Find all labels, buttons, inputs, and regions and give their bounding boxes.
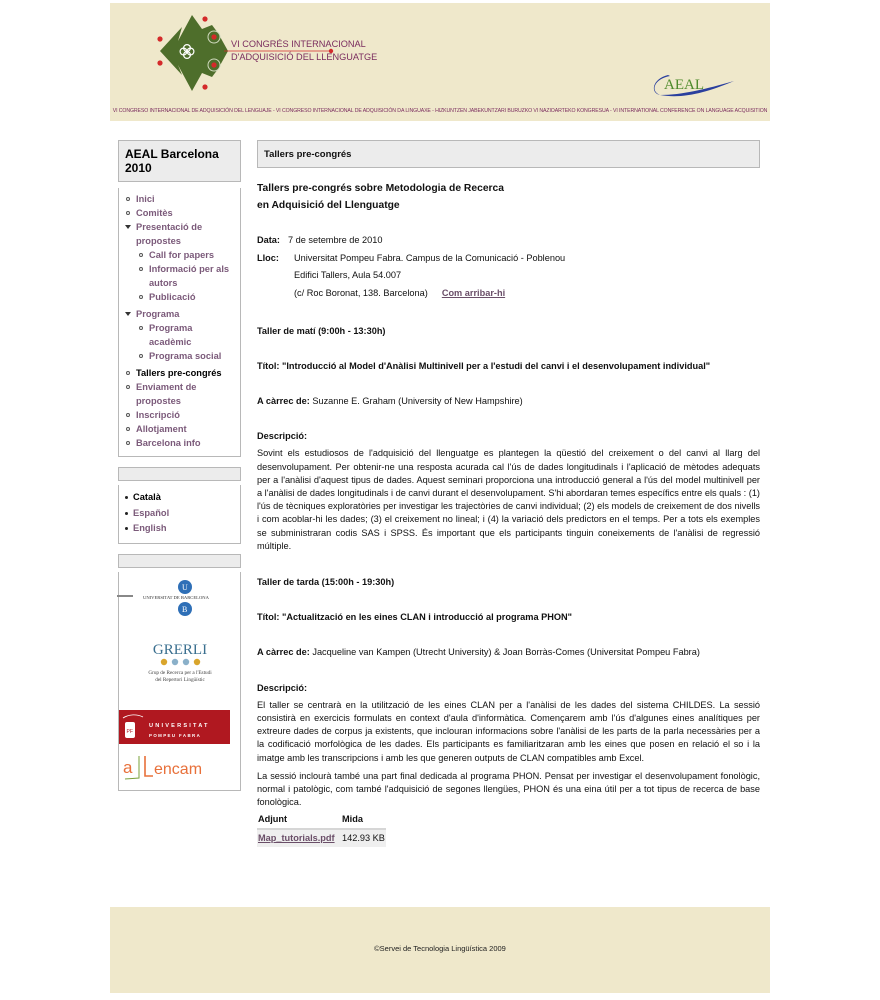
upf-logo[interactable]: [119, 710, 230, 744]
allencam-text: encam: [154, 760, 203, 778]
congress-title-line1: VI CONGRÉS INTERNACIONAL: [231, 39, 366, 49]
circle-bullet-icon: [139, 267, 143, 271]
morning-heading: Taller de matí (9:00h - 13:30h): [257, 325, 386, 336]
nav-link[interactable]: Presentació de propostes: [136, 222, 203, 246]
language-label[interactable]: Català: [133, 492, 161, 502]
nav-link[interactable]: Comitès: [136, 208, 173, 218]
nav-item-allotjament[interactable]: [123, 422, 236, 436]
nav-link[interactable]: Programa: [136, 309, 180, 319]
nav-link[interactable]: Barcelona info: [136, 438, 201, 448]
sidebar: [118, 140, 241, 791]
place-line2: Edifici Tallers, Aula 54.007: [294, 270, 402, 281]
page-title: Tallers pre-congrés: [257, 140, 760, 168]
aeal-logo[interactable]: [646, 63, 738, 103]
workshop-heading: [257, 180, 760, 214]
language-catala[interactable]: [123, 490, 236, 506]
nav-link[interactable]: Programa social: [149, 351, 222, 361]
sponsors-block-title: [118, 554, 241, 568]
nav-item-call-for-papers[interactable]: [136, 248, 236, 262]
nav-item-informacio-autors[interactable]: [136, 262, 236, 290]
table-row: [257, 829, 386, 847]
heading-line2: en Adquisició del Llenguatge: [257, 200, 400, 212]
grerli-logo-text: GRERLI: [152, 641, 207, 658]
site-header: [110, 3, 770, 121]
date-label: Data:: [257, 235, 280, 246]
morning-desc-label: Descripció:: [257, 431, 308, 442]
universitat-barcelona-logo[interactable]: [115, 578, 244, 618]
upf-mark: PF: [126, 728, 133, 735]
logo-dot: [202, 16, 207, 21]
nav-item-comites[interactable]: [123, 206, 236, 220]
nav-item-programa-social[interactable]: [136, 349, 236, 363]
speaker-label: A càrrec de:: [257, 395, 310, 406]
ub-mark-bottom: B: [182, 604, 188, 614]
circle-bullet-icon: [139, 295, 143, 299]
congress-title-line2: D'ADQUISICIÓ DEL LLENGUATGE: [231, 52, 378, 62]
bullet-icon: [125, 496, 128, 499]
nav-item-publicacio[interactable]: [136, 290, 236, 304]
directions-link[interactable]: Com arribar-hi: [441, 287, 506, 298]
circle-bullet-icon: [139, 253, 143, 257]
place-line1: Universitat Pompeu Fabra. Campus de la Comunicació - Poblenou: [294, 252, 566, 263]
col-size: Mida: [341, 812, 386, 828]
place-label: Lloc:: [257, 252, 279, 263]
grerli-sub1: Grup de Recerca per a l'Estudi: [147, 669, 212, 676]
nav-link[interactable]: Tallers pre-congrés: [136, 368, 222, 378]
morning-title: Títol: "Introducció al Model d'Anàlisi Multinivell per a l'estudi del canvi i el desenvolupament individual": [257, 360, 711, 371]
nav-link[interactable]: Enviament de propostes: [136, 382, 197, 406]
circle-bullet-icon: [126, 197, 130, 201]
attachments-table: [257, 812, 386, 846]
grerli-sub2: del Repertori Lingüístic: [154, 676, 205, 683]
logo-dot: [157, 60, 162, 65]
logo-dot: [157, 36, 162, 41]
language-block-title: [118, 467, 241, 481]
grerli-logo[interactable]: [119, 628, 240, 698]
speaker-value: Jacqueline van Kampen (Utrecht University) & Joan Borràs-Comes (Universitat Pompeu Fabra): [312, 647, 700, 658]
footer-copyright: ©Servei de Tecnologia Lingüística 2009: [374, 944, 506, 953]
bullet-icon: [125, 527, 128, 530]
sponsors-block: [118, 572, 241, 791]
nav-link[interactable]: Publicació: [149, 292, 196, 302]
circle-bullet-icon: [126, 211, 130, 215]
language-english[interactable]: [123, 521, 236, 537]
afternoon-description-1: El taller se centrarà en la utilització de les eines CLAN per a l'anàlisi de les dades del sistema CHILDES. La sessió consistirà en exercicis formulats en context d'aula d'informàtica. Començarem amb l'ús d'algunes eines analítiques per extreure dades de corpus ja existents, que inclouran informacions sobre l'anàlisi de les parts de la parla necessàries per a la codificació morfològica de les dades. Els participants es familiaritzaran amb les eines que posen en relació el so i la imatge amb les transcripcions i amb les que generen outputs de CLAN compatibles amb Excel.: [257, 699, 760, 763]
congress-tagline: VI CONGRESO INTERNACIONAL DE ADQUISICIÓN DEL LENGUAJE - VI CONGRESO INTERNACIONAL DE ADQUISICIÓN DA LINGUAXE - HIZKUNTZEN JABEKUNTZARI BURUZKO VI NAZIOARTEKO KONGRESUA - VI INTERNATIONAL CONFERENCE ON LANGUAGE ACQUISITION: [112, 108, 768, 114]
nav-item-programa[interactable]: [123, 307, 236, 363]
circle-bullet-icon: [139, 354, 143, 358]
event-info: [257, 232, 760, 302]
expanded-triangle-icon: [125, 312, 131, 316]
date-value: 7 de setembre de 2010: [288, 235, 383, 246]
attachment-link[interactable]: Map_tutorials.pdf: [258, 832, 335, 843]
nav-item-inici[interactable]: [123, 192, 236, 206]
ub-mark-top: U: [182, 582, 188, 592]
afternoon-heading: Taller de tarda (15:00h - 19:30h): [257, 577, 395, 588]
upf-line2: POMPEU FABRA: [149, 732, 202, 738]
nav-item-barcelona-info[interactable]: [123, 436, 236, 450]
allencam-a: a: [123, 757, 133, 777]
ub-logo-text: UNIVERSITAT DE BARCELONA: [143, 594, 209, 600]
language-espanol[interactable]: [123, 506, 236, 522]
sub-nav: [136, 248, 236, 304]
circle-bullet-icon: [126, 371, 130, 375]
language-label[interactable]: English: [133, 523, 167, 533]
nav-item-presentacio[interactable]: [123, 220, 236, 304]
afternoon-desc-label: Descripció:: [257, 682, 308, 693]
nav-link[interactable]: Programa acadèmic: [149, 323, 193, 347]
circle-bullet-icon: [126, 385, 130, 389]
nav-link[interactable]: Informació per als autors: [149, 264, 230, 288]
nav-link[interactable]: Inici: [136, 194, 155, 204]
circle-bullet-icon: [126, 413, 130, 417]
morning-speaker: [257, 395, 760, 408]
nav-link[interactable]: Inscripció: [136, 410, 180, 420]
nav-item-tallers[interactable]: [123, 366, 236, 380]
language-label[interactable]: Español: [133, 507, 170, 518]
language-switcher: [123, 489, 236, 537]
afternoon-title: Títol: "Actualització en les eines CLAN i introducció al programa PHON": [257, 612, 573, 623]
sub-nav: [136, 321, 236, 363]
place-line3-row: [257, 285, 760, 303]
place-line3: (c/ Roc Boronat, 138. Barcelona): [294, 287, 428, 298]
nav-link[interactable]: Allotjament: [136, 424, 187, 434]
col-file: Adjunt: [257, 812, 341, 828]
bullet-icon: [125, 512, 128, 515]
allencam-logo[interactable]: [119, 752, 240, 782]
nav-item-enviament[interactable]: [123, 380, 236, 408]
speaker-value: Suzanne E. Graham (University of New Hampshire): [312, 395, 523, 406]
heading-line1: Tallers pre-congrés sobre Metodologia de Recerca: [257, 183, 505, 195]
circle-bullet-icon: [139, 326, 143, 330]
upf-line1: UNIVERSITAT: [149, 722, 210, 729]
site-footer: [110, 907, 770, 993]
morning-description: Sovint els estudiosos de l'adquisició del llenguatge es plantegen la qüestió del creixement o del canvi al llarg del desenvolupament. Per obtenir-ne una resposta acurada cal l'ús de dades longitudinals i l'aplicació de mètodes adequats per a l'anàlisi d'aquest tipus de dades. Aquest seminari proporciona una introducció general a l'ús del model multinivell per a l'anàlisi de dades longitudinals i de canvi durant el desenvolupament. S'hi abordaran temes específics entre els quals : (1) l'ús de tècniques exploratòries per investigar les trajectòries de canvi individual; (2) els models de creixement de dos nivells i com acoblar-hi les dades; (3) el creixement no lineal; i (4) la variació dels predictors en el temps. Per a tots els exemples se subministraran codis SAS i SPSS. És important que els participants tinguin coneixements de l'anàlisi de regressió múltiple.: [257, 448, 760, 551]
main-content: [257, 140, 760, 847]
nav-link[interactable]: Call for papers: [149, 250, 215, 260]
speaker-label: A càrrec de:: [257, 647, 310, 658]
circle-bullet-icon: [126, 427, 130, 431]
afternoon-speaker: [257, 646, 760, 659]
nav-block-title: AEAL Barcelona 2010: [118, 140, 241, 182]
attachments-header-row: [257, 812, 386, 828]
congress-frog-logo[interactable]: [150, 13, 378, 93]
attachment-size: 142.93 KB: [341, 829, 386, 847]
afternoon-description-2: La sessió inclourà també una part final dedicada al programa PHON. Pensat per investigar el desenvolupament fonològic, normal i patològic, com també l'adquisició de segones llengües, PHON és una eina útil per a tot tipus de recerca de base fonològica.: [257, 770, 760, 808]
logo-dot: [202, 84, 207, 89]
circle-bullet-icon: [126, 441, 130, 445]
aeal-logo-text: AEAL: [664, 77, 704, 93]
expanded-triangle-icon: [125, 225, 131, 229]
nav-block: [118, 188, 241, 457]
nav-item-programa-academic[interactable]: [136, 321, 236, 349]
language-block: [118, 485, 241, 544]
main-nav: [123, 192, 236, 450]
nav-item-inscripcio[interactable]: [123, 408, 236, 422]
